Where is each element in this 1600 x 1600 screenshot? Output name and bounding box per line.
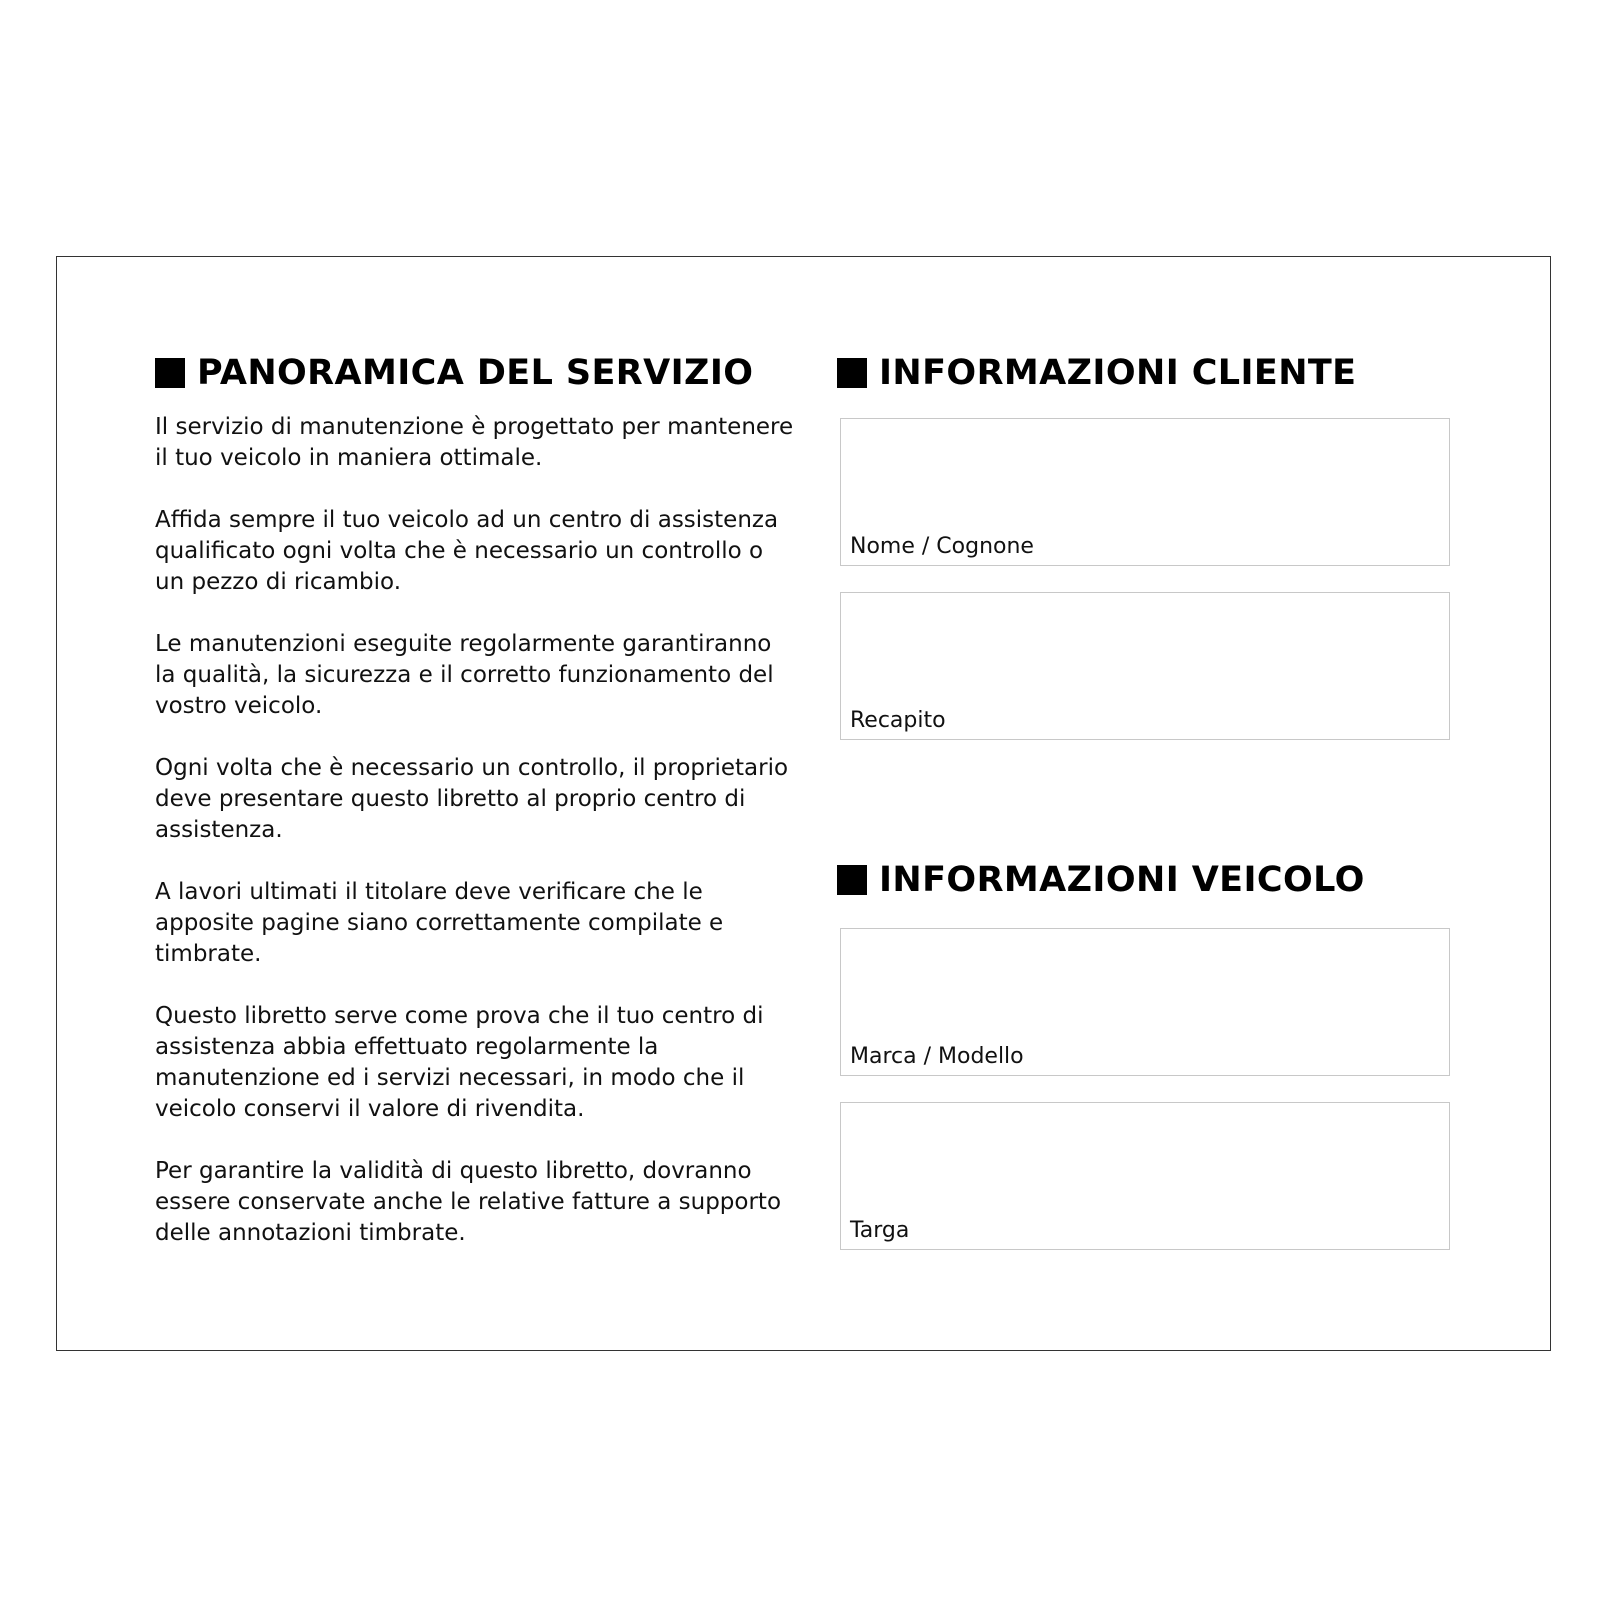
overview-paragraph: Il servizio di manutenzione è progettato per mantenere il tuo veicolo in maniera ottimale. [155, 414, 794, 471]
client-info-heading [837, 353, 1357, 393]
heading-square-icon [837, 358, 867, 388]
heading-square-icon [155, 358, 185, 388]
overview-paragraph: Ogni volta che è necessario un controllo, il proprietario deve presentare questo libretto al proprio centro di assistenza. [155, 755, 789, 843]
make-model-field[interactable] [840, 928, 1450, 1076]
name-surname-label: Nome / Cognone [850, 534, 1034, 559]
overview-paragraph: Le manutenzioni eseguite regolarmente garantiranno la qualità, la sicurezza e il corretto funzionamento del vostro veicolo. [155, 631, 774, 719]
name-surname-field[interactable] [840, 418, 1450, 566]
vehicle-info-heading [837, 860, 1365, 900]
client-info-title: INFORMAZIONI CLIENTE [879, 353, 1357, 393]
make-model-label: Marca / Modello [850, 1044, 1024, 1069]
heading-square-icon [837, 865, 867, 895]
overview-paragraph: A lavori ultimati il titolare deve verificare che le apposite pagine siano correttamente compilate e timbrate. [155, 879, 724, 967]
service-overview-heading [155, 353, 753, 393]
overview-paragraph: Questo libretto serve come prova che il tuo centro di assistenza abbia effettuato regolarmente la manutenzione ed i servizi necessari, in modo che il veicolo conservi il valore di rivendita. [155, 1003, 764, 1122]
contact-field[interactable] [840, 592, 1450, 740]
service-overview-text [155, 412, 795, 1280]
vehicle-info-title: INFORMAZIONI VEICOLO [879, 860, 1365, 900]
service-overview-title: PANORAMICA DEL SERVIZIO [197, 353, 754, 393]
overview-paragraph: Per garantire la validità di questo libretto, dovranno essere conservate anche le relative fatture a supporto delle annotazioni timbrate. [155, 1158, 782, 1246]
contact-label: Recapito [850, 708, 946, 733]
license-plate-label: Targa [850, 1218, 910, 1243]
booklet-page [56, 256, 1551, 1351]
license-plate-field[interactable] [840, 1102, 1450, 1250]
overview-paragraph: Affida sempre il tuo veicolo ad un centro di assistenza qualificato ogni volta che è necessario un controllo o un pezzo di ricambio. [155, 507, 779, 595]
